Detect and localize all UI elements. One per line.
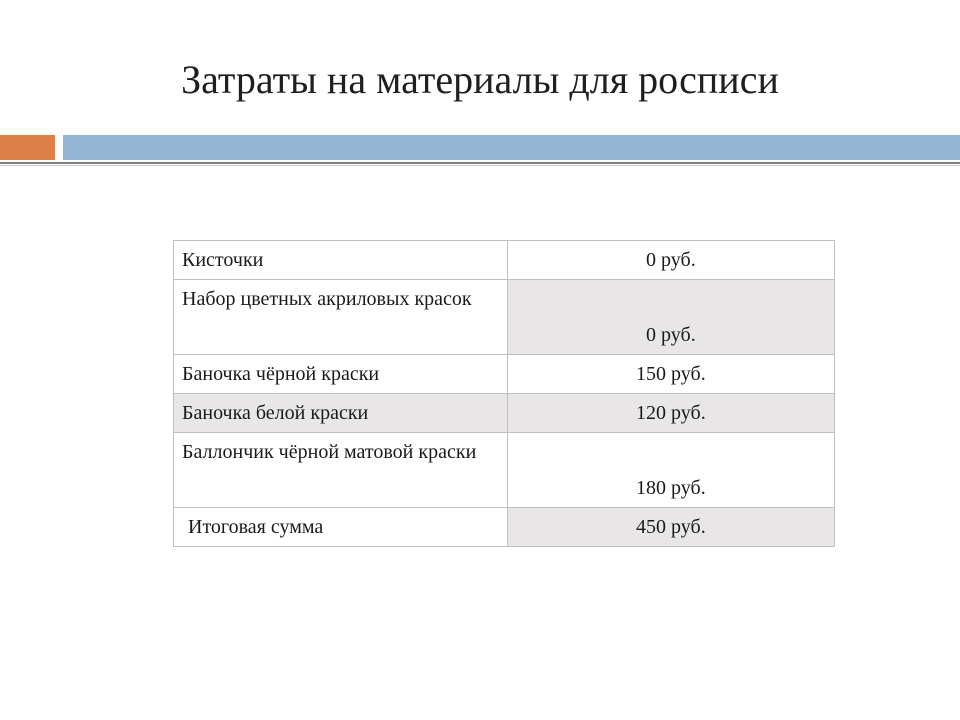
item-name-cell: Баллончик чёрной матовой краски [174,433,508,508]
divider-rule [0,162,960,164]
accent-bar-blue [63,135,960,160]
total-label-cell: Итоговая сумма [174,508,508,547]
divider-rule-thin [0,165,960,166]
total-row [174,508,835,547]
accent-bar-orange [0,135,55,160]
slide-title: Затраты на материалы для росписи [181,57,779,102]
table-row [174,433,835,508]
table-row [174,280,835,355]
table-row [174,394,835,433]
item-price-cell: 120 руб. [507,394,834,433]
item-price-cell: 150 руб. [507,355,834,394]
item-price-cell: 180 руб. [507,433,834,508]
materials-cost-table [173,240,835,547]
table-row [174,355,835,394]
item-name-cell: Баночка чёрной краски [174,355,508,394]
item-price-cell: 0 руб. [507,280,834,355]
item-name-cell: Баночка белой краски [174,394,508,433]
item-price-cell: 0 руб. [507,241,834,280]
item-name-cell: Набор цветных акриловых красок [174,280,508,355]
item-name-cell: Кисточки [174,241,508,280]
total-price-cell: 450 руб. [507,508,834,547]
table-row [174,241,835,280]
